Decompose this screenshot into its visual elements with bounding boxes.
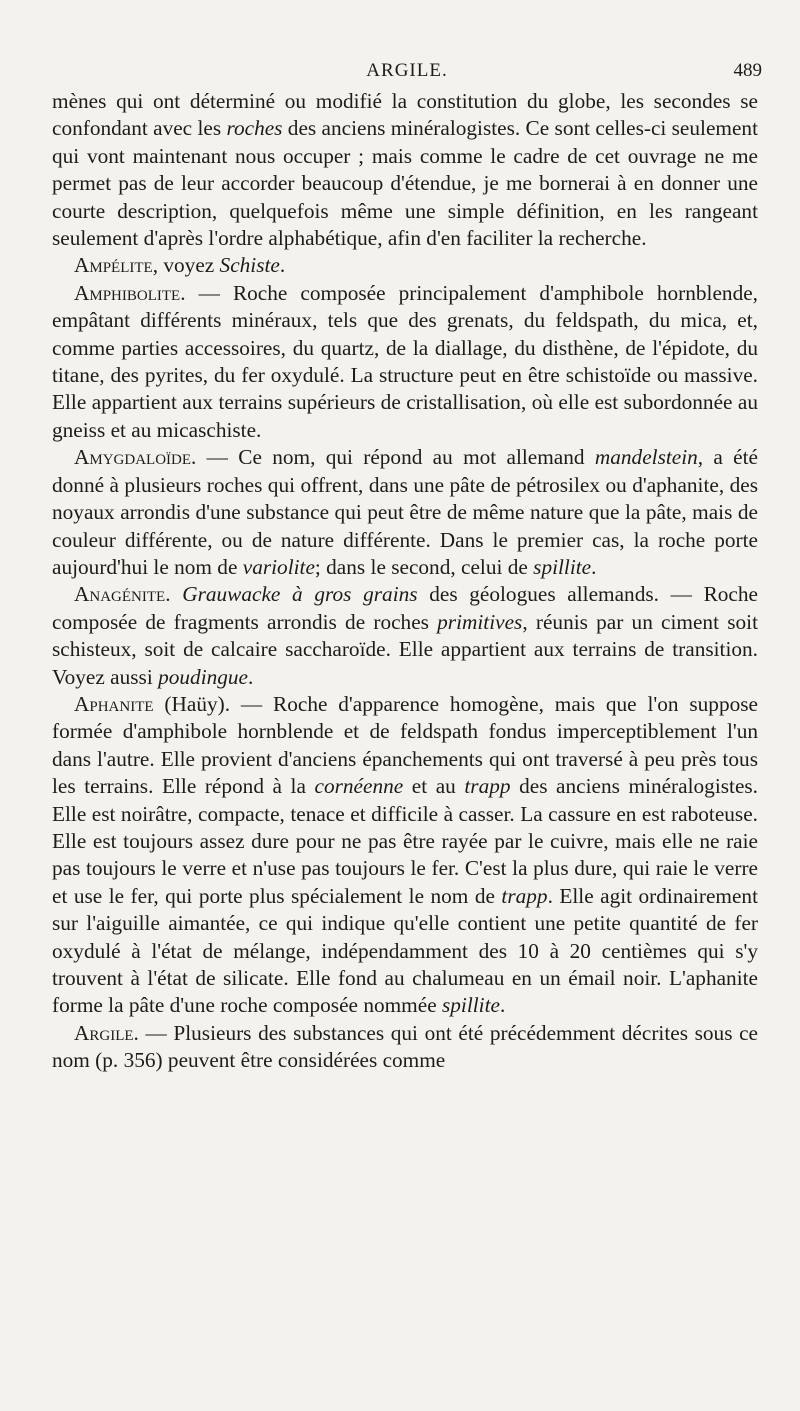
paragraph [52, 280, 758, 444]
entry-term: Anagénite [74, 582, 166, 607]
paragraph [52, 581, 758, 691]
paragraph [52, 88, 758, 252]
italic-text: roches [226, 116, 283, 141]
text-run: . [499, 993, 506, 1018]
text-run: . [165, 582, 183, 607]
italic-text: spillite [441, 993, 500, 1018]
text-run: . — Ce nom, qui répond au mot allemand [191, 445, 595, 470]
paragraph [52, 252, 758, 279]
paragraph [52, 691, 758, 1020]
italic-text: cornéenne [314, 774, 404, 799]
text-run: des anciens minéralogistes. Ce sont celles-ci seulement qui vont maintenant nous occuper ; mais comme le cadre de cet ouvrage ne me permet pas de leur accorder beaucoup d'étendue, je me bornerai à en donner une courte description, quelquefois même une simple définition, en les rangeant seulement d'après l'ordre alphabétique, afin d'en faciliter la recherche. [52, 116, 758, 251]
entry-term: Amphibolite [74, 280, 181, 305]
italic-text: trapp [464, 774, 511, 799]
italic-text: primitives [437, 609, 523, 634]
text-run: , a été donné à plusieurs roches qui offrent, dans une pâte de pétrosilex ou d'aphanite, des noyaux arrondis d'une substance qui peut être de même nature que la pâte, mais de couleur différente, ou de nature différente. Dans le premier cas, la roche porte aujourd'hui le nom de [52, 445, 758, 579]
entry-term: Aphanite [74, 691, 154, 716]
text-run: mènes qui ont déterminé ou modifié la constitution du globe, les secondes se confondant avec les [52, 89, 758, 141]
italic-text: mandelstein [594, 445, 698, 470]
page-header [52, 60, 762, 86]
text-run: . — Roche composée principalement d'amphibole hornblende, empâtant différents minéraux, tels que des grenats, du feldspath, du mica, et, comme parties accessoires, du quartz, de la diallage, du disthène, de l'épidote, du titane, des pyrites, du fer oxydulé. La structure peut en être schistoïde ou massive. Elle appartient aux terrains supérieurs de cristallisation, où elle est subordonnée au gneiss et au micaschiste. [52, 280, 758, 442]
entry-term: Amygdaloïde [74, 445, 192, 470]
entry-term: Ampélite [74, 253, 153, 278]
italic-text: poudingue [158, 664, 249, 689]
italic-text: variolite [242, 554, 315, 579]
italic-text: trapp [501, 883, 548, 908]
italic-text: spillite [533, 554, 592, 579]
text-run: . [591, 554, 597, 579]
entry-term: Argile [74, 1020, 134, 1045]
text-run: ; dans le second, celui de [314, 554, 534, 579]
text-run: (Haüy). — Roche d'apparence homogène, mais que l'on suppose formée d'amphibole hornblende et de feldspath fondus imperceptiblement l'un dans l'autre. Elle provient d'anciens épanchements qui ont traversé à peu près tous les terrains. Elle répond à la [52, 691, 758, 799]
text-run: . [279, 253, 286, 278]
paragraph [52, 444, 758, 581]
text-run: . [248, 664, 254, 689]
italic-text: Grauwacke à gros grains [182, 582, 418, 607]
page-number: 489 [733, 60, 762, 81]
italic-text: Schiste [219, 253, 280, 278]
text-run: . — Plusieurs des substances qui ont été précédemment décrites sous ce nom (p. 356) peuvent être considérées comme [52, 1020, 758, 1073]
text-run: . Elle agit ordinairement sur l'aiguille aimantée, ce qui indique qu'elle contient une petite quantité de fer oxydulé à l'état de mélange, indépendamment des 10 à 20 centièmes qui s'y trouvent à l'état de silicate. Elle fond au chalumeau en un émail noir. L'aphanite forme la pâte d'une roche composée nommée [52, 883, 758, 1018]
text-run: et au [403, 774, 465, 799]
text-run: , réunis par un ciment soit schisteux, soit de calcaire saccharoïde. Elle appartient aux terrains de transition. Voyez aussi [52, 609, 758, 689]
paragraph [52, 1020, 758, 1075]
text-run: des anciens minéralogistes. Elle est noirâtre, compacte, tenace et difficile à casser. La cassure en est raboteuse. Elle est toujours assez dure pour ne pas être rayée par le cuivre, mais elle ne raie pas toujours le verre et n'use pas toujours le fer. C'est la plus dure, qui raie le verre et use le fer, qui porte plus spécialement le nom de [52, 774, 759, 908]
text-run: , voyez [152, 253, 220, 278]
running-head: ARGILE. [366, 60, 448, 81]
text-run: des géologues allemands. — Roche composée de fragments arrondis de roches [52, 582, 758, 634]
body-text [52, 88, 758, 1075]
